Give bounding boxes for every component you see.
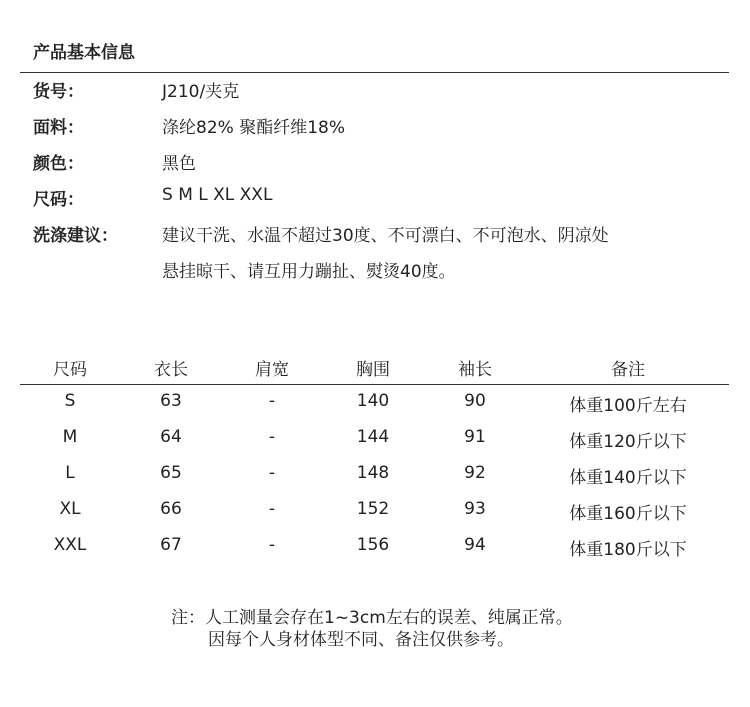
table-cell: 152 [356,499,390,519]
table-cell: - [268,427,276,447]
table-cell: 92 [464,463,486,483]
table-cell: 体重160斤以下 [569,504,687,524]
header-cell: 胸围 [356,360,390,380]
table-cell: 148 [356,463,390,483]
info-row-wash [0,221,750,247]
header-cell: 尺码 [53,360,87,380]
info-label: 面料： [33,118,84,138]
info-value: 涤纶82% 聚酯纤维18% [162,118,345,138]
header-cell: 衣长 [154,360,188,380]
table-cell: - [268,535,276,555]
note-line: 因每个人身材体型不同、备注仅供参考。 [208,630,514,650]
table-cell: 67 [160,535,182,555]
header-cell: 备注 [611,360,645,380]
table-cell: M [62,427,78,447]
table-cell: XL [59,499,81,519]
info-value: S M L XL XXL [162,185,273,205]
table-cell: - [268,499,276,519]
table-header [20,355,729,381]
table-row [20,391,729,417]
info-label: 颜色： [33,154,84,174]
table-cell: 体重100斤左右 [569,396,687,416]
table-cell: 156 [356,535,390,555]
table-cell: 140 [356,391,390,411]
table-cell: 63 [160,391,182,411]
header-cell: 袖长 [458,360,492,380]
table-row [20,427,729,453]
table-cell: 64 [160,427,182,447]
info-row-color [0,149,750,175]
info-value: 黑色 [162,154,196,174]
info-row-sizes [0,185,750,211]
info-label: 洗涤建议： [33,226,118,246]
table-row [20,463,729,489]
table-cell: - [268,463,276,483]
note-line: 注：人工测量会存在1~3cm左右的误差、纯属正常。 [171,608,573,628]
info-row-item-number [0,77,750,103]
section-title: 产品基本信息 [33,43,135,63]
table-cell: 66 [160,499,182,519]
table-cell: 144 [356,427,390,447]
table-cell: 体重180斤以下 [569,540,687,560]
info-row-fabric [0,113,750,139]
table-cell: 体重140斤以下 [569,468,687,488]
info-value: 建议干洗、水温不超过30度、不可漂白、不可泡水、阴凉处 [162,226,609,246]
table-row [20,535,729,561]
header-cell: 肩宽 [255,360,289,380]
table-cell: L [65,463,75,483]
table-cell: 91 [464,427,486,447]
table-divider [20,384,729,385]
table-cell: 94 [464,535,486,555]
table-cell: 93 [464,499,486,519]
title-divider [20,72,729,73]
table-cell: 体重120斤以下 [569,432,687,452]
info-label: 尺码： [33,190,84,210]
info-value: 悬挂晾干、请互用力蹦扯、熨烫40度。 [162,262,456,282]
table-row [20,499,729,525]
info-row-wash-continued [0,257,750,283]
table-cell: XXL [53,535,87,555]
table-cell: S [64,391,76,411]
info-label: 货号： [33,82,84,102]
table-cell: - [268,391,276,411]
info-value: J210/夹克 [162,82,240,102]
table-cell: 90 [464,391,486,411]
table-cell: 65 [160,463,182,483]
